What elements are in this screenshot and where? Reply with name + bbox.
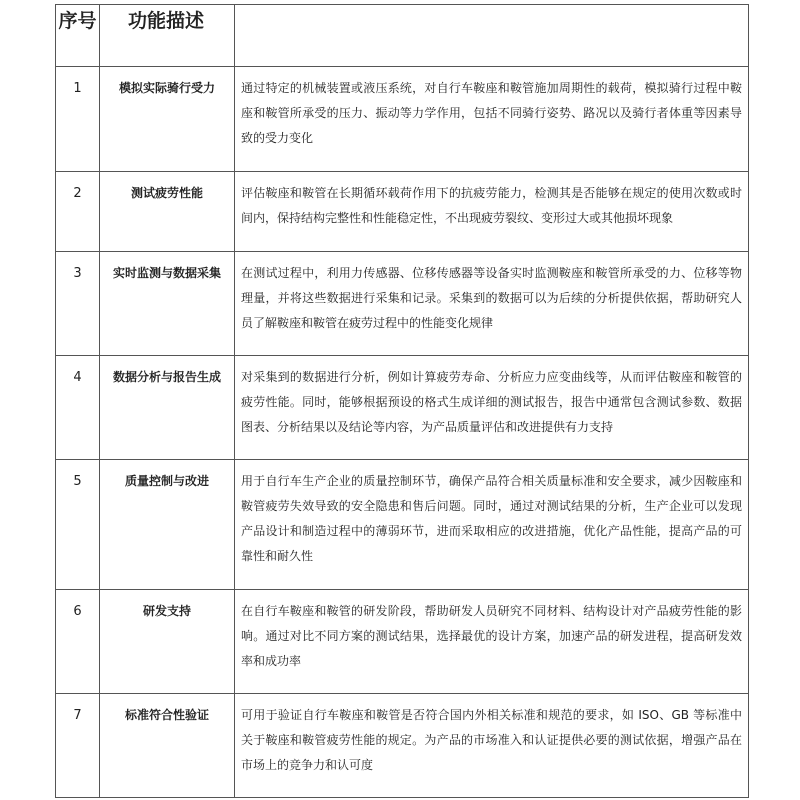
table-row	[56, 356, 749, 460]
row-number: 6	[56, 590, 100, 694]
function-name: 模拟实际骑行受力	[100, 67, 235, 172]
table-row	[56, 67, 749, 172]
table-header-row	[56, 5, 749, 67]
row-number: 1	[56, 67, 100, 172]
row-number: 2	[56, 172, 100, 252]
row-number: 5	[56, 460, 100, 590]
function-description: 可用于验证自行车鞍座和鞍管是否符合国内外相关标准和规范的要求，如 ISO、GB 等标准中关于鞍座和鞍管疲劳性能的规定。为产品的市场准入和认证提供必要的测试依据，增强产品在市场上的竞争力和认可度	[235, 694, 749, 798]
table-row	[56, 252, 749, 356]
function-description: 评估鞍座和鞍管在长期循环载荷作用下的抗疲劳能力，检测其是否能够在规定的使用次数或时间内，保持结构完整性和性能稳定性，不出现疲劳裂纹、变形过大或其他损坏现象	[235, 172, 749, 252]
function-name: 研发支持	[100, 590, 235, 694]
table-row	[56, 694, 749, 798]
function-description: 在测试过程中，利用力传感器、位移传感器等设备实时监测鞍座和鞍管所承受的力、位移等物理量，并将这些数据进行采集和记录。采集到的数据可以为后续的分析提供依据，帮助研究人员了解鞍座和鞍管在疲劳过程中的性能变化规律	[235, 252, 749, 356]
table-row	[56, 460, 749, 590]
header-no: 序号	[56, 5, 100, 67]
function-name: 质量控制与改进	[100, 460, 235, 590]
table-row	[56, 590, 749, 694]
header-description	[235, 5, 749, 67]
header-function: 功能描述	[100, 5, 235, 67]
function-name: 实时监测与数据采集	[100, 252, 235, 356]
function-name: 数据分析与报告生成	[100, 356, 235, 460]
function-name: 标准符合性验证	[100, 694, 235, 798]
function-description: 对采集到的数据进行分析，例如计算疲劳寿命、分析应力应变曲线等，从而评估鞍座和鞍管的疲劳性能。同时，能够根据预设的格式生成详细的测试报告，报告中通常包含测试参数、数据图表、分析结果以及结论等内容，为产品质量评估和改进提供有力支持	[235, 356, 749, 460]
row-number: 4	[56, 356, 100, 460]
function-description: 用于自行车生产企业的质量控制环节，确保产品符合相关质量标准和安全要求，减少因鞍座和鞍管疲劳失效导致的安全隐患和售后问题。同时，通过对测试结果的分析，生产企业可以发现产品设计和制造过程中的薄弱环节，进而采取相应的改进措施，优化产品性能，提高产品的可靠性和耐久性	[235, 460, 749, 590]
function-description: 在自行车鞍座和鞍管的研发阶段，帮助研发人员研究不同材料、结构设计对产品疲劳性能的影响。通过对比不同方案的测试结果，选择最优的设计方案，加速产品的研发进程，提高研发效率和成功率	[235, 590, 749, 694]
function-name: 测试疲劳性能	[100, 172, 235, 252]
row-number: 7	[56, 694, 100, 798]
row-number: 3	[56, 252, 100, 356]
function-table	[55, 4, 749, 798]
function-description: 通过特定的机械装置或液压系统，对自行车鞍座和鞍管施加周期性的载荷，模拟骑行过程中鞍座和鞍管所承受的压力、振动等力学作用，包括不同骑行姿势、路况以及骑行者体重等因素导致的受力变化	[235, 67, 749, 172]
table-row	[56, 172, 749, 252]
